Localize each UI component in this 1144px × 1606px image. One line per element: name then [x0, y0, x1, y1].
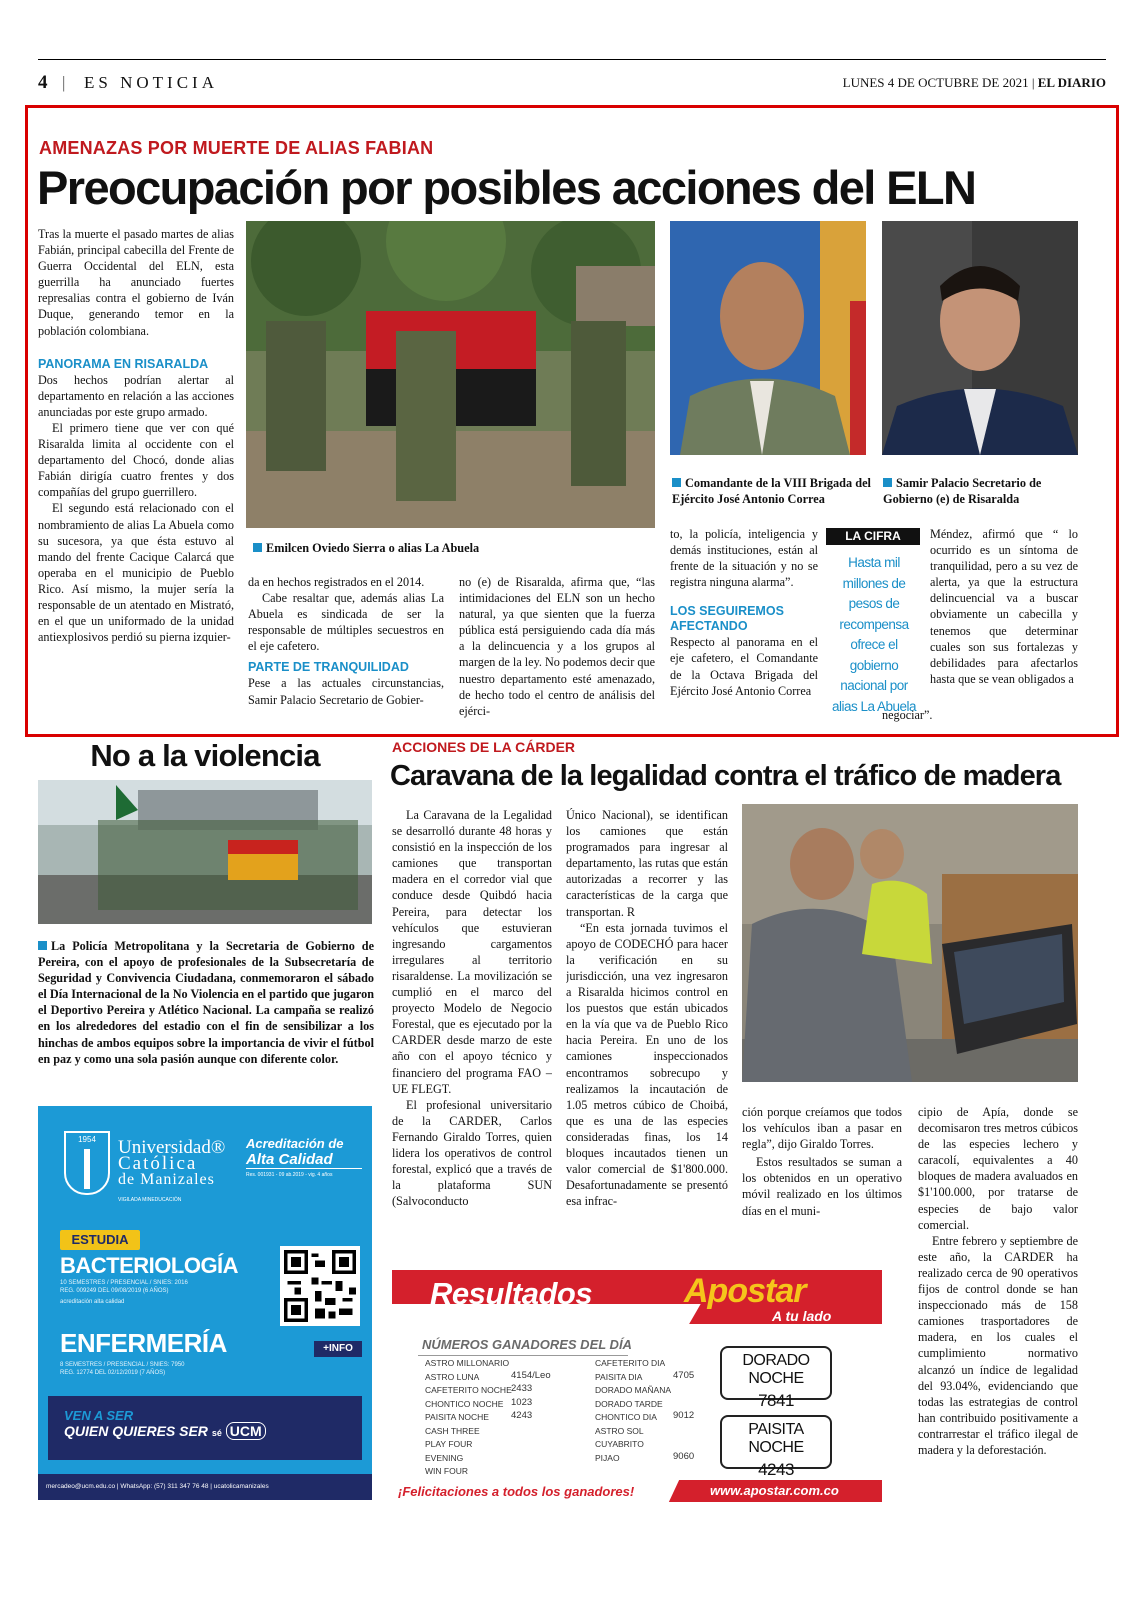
- violencia-title: No a la violencia: [90, 738, 320, 773]
- eln-headline: Preocupación por posibles acciones del ELN: [37, 161, 976, 214]
- result-game: PAISITA DIA: [595, 1371, 643, 1382]
- ucm-name: [118, 1137, 226, 1208]
- program-bacteriologia-details: [60, 1280, 188, 1307]
- apostar-subtitle: NÚMEROS GANADORES DEL DÍA: [422, 1337, 632, 1352]
- apostar-subtitle-rule: [418, 1355, 628, 1356]
- eln-paragraph: to, la policía, inteligencia y demás instituciones, están al frente de la situación y no se registra ninguna alarma”.: [670, 527, 818, 590]
- paper-name: EL DIARIO: [1037, 75, 1106, 90]
- apostar-results-title: Resultados: [430, 1276, 593, 1311]
- eln-subhead-panorama: PANORAMA EN RISARALDA: [38, 356, 209, 371]
- commander-caption: [672, 476, 872, 507]
- estudia-badge: ESTUDIA: [60, 1230, 140, 1250]
- eln-subhead-tranquilidad: PARTE DE TRANQUILIDAD: [248, 660, 409, 675]
- eln-photo-caption: [253, 541, 653, 557]
- program-detail: REG. 12774 DEL 02/12/2019 (7 AÑOS): [60, 1369, 166, 1376]
- carder-inspection-photo: [742, 804, 1078, 1082]
- eln-column-6: [930, 526, 1078, 704]
- masthead: [38, 72, 1106, 94]
- accreditation-resolution: Res. 001931 - 09 ab.2019 - vig. 4 años: [246, 1172, 333, 1178]
- carder-kicker: ACCIONES DE LA CÁRDER: [392, 739, 576, 755]
- result-row: [595, 1369, 715, 1386]
- result-game: CAFETERITO NOCHE: [425, 1385, 512, 1395]
- contact-whatsapp[interactable]: WhatsApp: (57) 311 347 76 48: [120, 1483, 209, 1490]
- eln-column-3: [459, 574, 655, 724]
- result-row: [595, 1426, 715, 1440]
- la-cifra-text: Hasta mil millones de pesos de recompensa ofrece el gobierno nacional por alias La Abuela: [831, 555, 917, 714]
- ucm-accreditation: [246, 1136, 362, 1178]
- carder-paragraph: ción porque creíamos que todos los vehículos iban a pasar en regla”, dijo Giraldo Torres.: [742, 1105, 902, 1152]
- eln-guerrilla-photo: [246, 221, 655, 528]
- carder-paragraph: Entre febrero y septiembre de este año, la CARDER ha realizado cerca de 90 operativos fijos de control donde se han inspeccionado más de 158 camiones trasportadores de madera, en los cuales el cumplimiento normativo alcanzó un índice de legalidad del 93.04%, evidenciando que todas las estrategias de control han contribuido positivamente a contrarrestar el tráfico ilegal de madera y la deforestación.: [918, 1233, 1078, 1457]
- eln-subhead-seguiremos: LOS SEGUIREMOS AFECTANDO: [670, 604, 784, 634]
- result-number: 9012: [673, 1410, 695, 1421]
- result-game: CAFETERITO DIA: [595, 1358, 666, 1368]
- result-row: [425, 1385, 555, 1399]
- result-row: [595, 1450, 715, 1467]
- ucm-vigilada: VIGILADA MINEDUCACIÓN: [118, 1197, 182, 1203]
- caption-marker-icon: [883, 478, 892, 487]
- date-line: [843, 75, 1106, 91]
- contact-divider: |: [210, 1483, 214, 1490]
- box-label: DORADO NOCHE: [742, 1352, 810, 1387]
- carder-paragraph: “En esta jornada tuvimos el apoyo de CODECHÓ para hacer la verificación en su jurisdicción, una vez ingresaron a Risaralda hicimos control en los puestos que están ubicados en la vía que va de Pueblo Rico hacia Pereira. En uno de los camiones inspeccionados encontramos sobrecupo y realizamos la incautación de 1.05 metros cúbico de Choibá, que es una de las especies consideradas finas, los 14 bloques incautados tienen un valor comercial de $1'800.000. Desafortunadamente se presentó esa infrac-: [566, 920, 728, 1209]
- caption-text: Comandante de la VIII Brigada del Ejército José Antonio Correa: [672, 476, 871, 506]
- apostar-url[interactable]: www.apostar.com.co: [710, 1483, 839, 1498]
- la-cifra-box: [826, 528, 922, 714]
- result-number: 4705: [673, 1369, 695, 1381]
- result-number: 4154/Leo: [511, 1369, 551, 1381]
- result-game: ASTRO LUNA: [425, 1371, 480, 1382]
- result-game: CHONTICO DIA: [595, 1412, 657, 1422]
- caption-marker-icon: [38, 941, 47, 950]
- caption-text: Samir Palacio Secretario de Gobierno (e) de Risaralda: [883, 476, 1042, 506]
- carder-column-4: [918, 1104, 1078, 1506]
- apostar-tagline: A tu lado: [772, 1308, 832, 1324]
- eln-paragraph: El primero tiene que ver con qué Risaralda limita al occidente con el departamento del Chocó, donde alias Fabián dirigía cuatro frentes y dos compañías del grupo guerrillero.: [38, 420, 234, 500]
- program-detail: 10 SEMESTRES / PRESENCIAL / SNIES: 2016: [60, 1280, 188, 1286]
- eln-paragraph: da en hechos registrados en el 2014.: [248, 575, 425, 589]
- contact-email[interactable]: mercadeo@ucm.edu.co: [46, 1483, 116, 1490]
- carder-paragraph: Estos resultados se suman a los obtenidos en un operativo móvil realizado en los últimos días en el muni-: [742, 1155, 902, 1218]
- samir-portrait: [882, 221, 1078, 455]
- slogan-se: sé: [211, 1428, 222, 1438]
- result-number: 9060: [673, 1450, 695, 1462]
- slogan-text: QUIEN QUIERES SER: [64, 1423, 208, 1439]
- carder-paragraph: El profesional universitario de la CARDER, Carlos Fernando Giraldo Torres, quien lidera los operativos de control forestal, explicó que a través de la plataforma SUN (Salvoconducto: [392, 1097, 552, 1209]
- result-number: 4243: [511, 1410, 533, 1421]
- result-row: [425, 1439, 555, 1453]
- program-bacteriologia: BACTERIOLOGÍA: [60, 1253, 239, 1278]
- masthead-rule: [38, 59, 1106, 60]
- result-row: [425, 1453, 555, 1467]
- result-game: EVENING: [425, 1452, 464, 1463]
- violencia-caption: [38, 938, 374, 1067]
- result-row: [425, 1396, 555, 1413]
- result-row: [425, 1412, 555, 1426]
- box-label: PAISITA NOCHE: [748, 1421, 804, 1456]
- ucm-slogan-band: [48, 1396, 362, 1460]
- result-game: CASH THREE: [425, 1425, 480, 1436]
- la-cifra-label: LA CIFRA: [826, 528, 920, 545]
- eln-paragraph: Dos hechos podrían alertar al departamento en relación a las acciones anunciadas por este grupo armado.: [38, 372, 234, 419]
- caption-text: La Policía Metropolitana y la Secretaria de Gobierno de Pereira, con el apoyo de profesionales de la Subsecretaría de Seguridad y Convivencia Ciudadana, conmemoraron el sábado el Día Internacional de la No Violencia en el partido que jugaron el Deportivo Pereira y Atlético Nacional. La campaña se realizó en los alrededores del estadio con el fin de sensibilizar a los hinchas de ambos equipos sobre la importancia de vivir el fútbol en paz y como una sola pasión aunque con diferente color.: [38, 939, 374, 1066]
- eln-paragraph: Respecto al panorama en el eje cafetero, el Comandante de la Octava Brigada del Ejército José Antonio Correa: [670, 635, 818, 698]
- result-row: [595, 1358, 715, 1372]
- contact-social[interactable]: ucatolicamanizales: [213, 1483, 269, 1490]
- section-name: ES NOTICIA: [84, 73, 218, 92]
- box-value: 4243: [758, 1460, 794, 1479]
- dorado-noche-box: [720, 1346, 832, 1410]
- ucm-name-line-3: de Manizales: [118, 1171, 215, 1188]
- qr-code[interactable]: [280, 1246, 360, 1326]
- ucm-crest-bar: [84, 1149, 90, 1189]
- result-game: WIN FOUR: [425, 1466, 468, 1476]
- program-enfermeria-details: [60, 1362, 185, 1377]
- accreditation-line-1: Acreditación de: [246, 1136, 344, 1151]
- eln-column-1: [38, 226, 234, 724]
- result-game: PLAY FOUR: [425, 1439, 473, 1449]
- result-number: 1023: [511, 1396, 533, 1408]
- ucm-advertisement[interactable]: [38, 1106, 372, 1500]
- result-row: [425, 1466, 555, 1480]
- result-row: [595, 1439, 715, 1453]
- eln-paragraph: no (e) de Risaralda, afirma que, “las intimidaciones del ELN son un hecho natural, ya que sienten que la fuerza pública está persiguiendo cada día más a la delincuencia y a los grupos al margen de la ley. No podemos decir que nuestro departamento esté amenazado, de hecho todo el centro de análisis del ejérci-: [459, 575, 655, 718]
- samir-caption: [883, 476, 1083, 507]
- slogan-line-1: VEN A SER: [64, 1408, 134, 1423]
- eln-intro: Tras la muerte el pasado martes de alias Fabián, principal cabecilla del Frente de Guerra Occidental del ELN, esta guerrilla ha anunciado fuertes represalias contra el gobierno de Iván Duque, generando temor en la población colombiana.: [38, 227, 234, 338]
- ucm-name-line-2: Católica: [118, 1153, 198, 1174]
- eln-column-2: [248, 574, 444, 724]
- apostar-logo: Apostar: [684, 1272, 806, 1310]
- result-row: [425, 1369, 555, 1386]
- apostar-right-list: [595, 1358, 715, 1466]
- ucm-name-line-1: Universidad®: [118, 1137, 226, 1158]
- contact-divider: |: [116, 1483, 121, 1490]
- apostar-left-list: [425, 1358, 555, 1480]
- edition-date: LUNES 4 DE OCTUBRE DE 2021: [842, 75, 1029, 90]
- caption-marker-icon: [672, 478, 681, 487]
- result-game: ASTRO MILLONARIO: [425, 1358, 510, 1368]
- info-button[interactable]: +INFO: [314, 1341, 362, 1357]
- result-row: [425, 1426, 555, 1440]
- masthead-divider: |: [62, 73, 66, 92]
- eln-column-4: [670, 526, 818, 724]
- carder-column-1: [392, 807, 552, 1242]
- carder-column-2: [566, 807, 728, 1242]
- ucm-year: 1954: [78, 1135, 96, 1144]
- date-divider: |: [1031, 75, 1038, 90]
- paisita-noche-box: [720, 1415, 832, 1479]
- result-row: [595, 1385, 715, 1399]
- program-enfermeria: ENFERMERÍA: [60, 1328, 227, 1358]
- eln-closing-line: negociar”.: [882, 708, 933, 722]
- result-game: CUYABRITO: [595, 1439, 644, 1449]
- carder-column-3: [742, 1104, 902, 1244]
- commander-portrait: [670, 221, 866, 455]
- carder-paragraph: Único Nacional), se identifican los camiones que están programados para ingresar al departamento, las rutas que están autorizadas a recorrer y las características de la carga que transportan. R: [566, 808, 728, 919]
- apostar-results-ad: [392, 1270, 882, 1502]
- result-game: DORADO TARDE: [595, 1398, 663, 1409]
- program-detail: REG. 009249 DEL 09/08/2019 (6 AÑOS): [60, 1287, 169, 1294]
- box-value: 7841: [758, 1391, 794, 1410]
- result-game: DORADO MAÑANA: [595, 1385, 672, 1395]
- result-row: [595, 1412, 715, 1426]
- program-detail: 8 SEMESTRES / PRESENCIAL / SNIES: 7950: [60, 1362, 185, 1368]
- result-number: 2433: [511, 1383, 533, 1394]
- result-row: [595, 1399, 715, 1413]
- result-game: ASTRO SOL: [595, 1425, 644, 1436]
- ucm-logo-text: UCM: [226, 1422, 266, 1440]
- eln-kicker: AMENAZAS POR MUERTE DE ALIAS FABIAN: [39, 138, 434, 158]
- program-detail: acreditación alta calidad: [60, 1299, 125, 1305]
- caption-text: Emilcen Oviedo Sierra o alias La Abuela: [266, 541, 480, 555]
- eln-paragraph: Pese a las actuales circunstancias, Samir Palacio Secretario de Gobier-: [248, 676, 444, 707]
- result-game: PIJAO: [595, 1452, 620, 1463]
- slogan-line-2: [64, 1423, 266, 1439]
- violencia-crowd-photo: [38, 780, 372, 924]
- carder-headline: Caravana de la legalidad contra el tráfico de madera: [390, 760, 1061, 792]
- result-game: PAISITA NOCHE: [425, 1412, 489, 1422]
- eln-paragraph: Méndez, afirmó que “ lo ocurrido es un síntoma de tranquilidad, pero a su vez de alerta, ya que la estructura delincuencial va a buscar obviamente un cabecilla y tenemos que determinar cuales son sus fortalezas y debilidades para afectarlos hasta que se vean obligados a: [930, 527, 1078, 686]
- caption-marker-icon: [253, 543, 262, 552]
- eln-paragraph: El segundo está relacionado con el nombramiento de alias La Abuela como su sucesora, ya que ésta estuvo al mando del frente Cacique Calarcá que operaba en el municipio de Pueblo Rico. Así mismo, la mujer sería la responsable de un atentado en Mistrató, en el que un uniformado de la unidad antiexplosivos perdió su pierna izquier-: [38, 501, 234, 645]
- apostar-congrats: ¡Felicitaciones a todos los ganadores!: [398, 1484, 635, 1499]
- eln-paragraph: Cabe resaltar que, además alias La Abuela es sindicada de ser la responsable de múltiples secuestros en el eje cafetero.: [248, 591, 444, 654]
- ucm-crest-icon: [64, 1131, 110, 1195]
- carder-paragraph: cipio de Apía, donde se decomisaron tres metros cúbicos de las especies lechero y caracolí, equivalentes a 40 bloques de madera avaluados en $1'100.000, por tratarse de especies de bajo valor comercial.: [918, 1105, 1078, 1232]
- ucm-contact-bar: [38, 1474, 372, 1500]
- accreditation-line-2: Alta Calidad: [246, 1151, 362, 1169]
- page-number: 4: [38, 72, 48, 93]
- result-game: CHONTICO NOCHE: [425, 1398, 504, 1409]
- carder-paragraph: La Caravana de la Legalidad se desarrolló durante 48 horas y consistió en la inspección de los camiones que transportan madera en el corredor vial que conduce desde Quibdó hacia Pereira, para detectar los vehículos que estuvieran ingresando cargamentos irregulares al territorio risaraldense. La movilización se cumplió en el marco del proyecto Modelo de Negocio Forestal, que es ejecutado por la CARDER desde marzo de este año con el apoyo técnico y financiero del programa FAO – UE FLEGT.: [392, 808, 552, 1096]
